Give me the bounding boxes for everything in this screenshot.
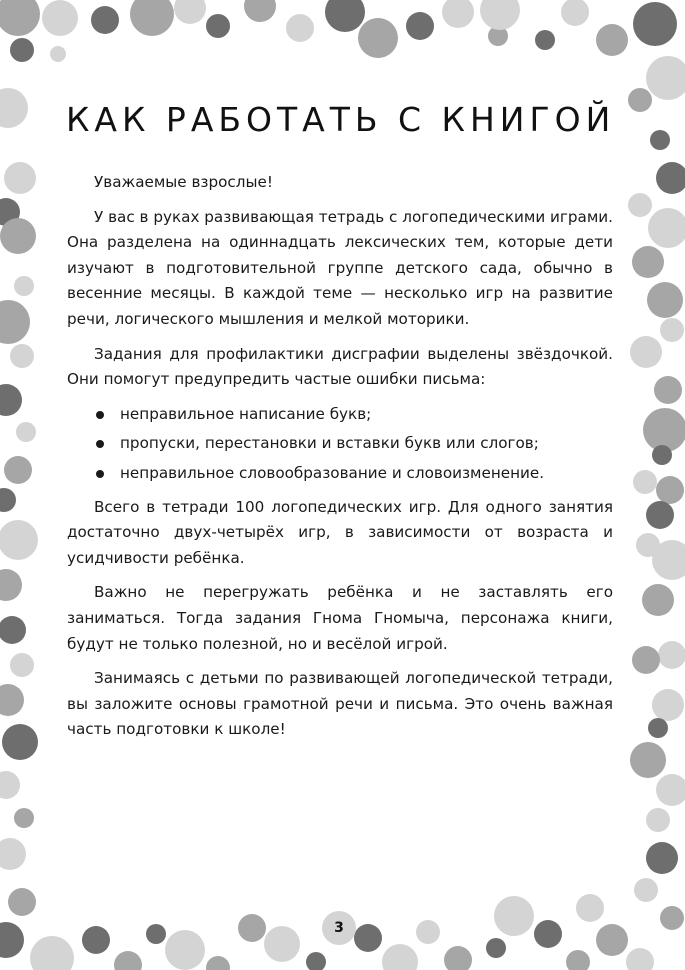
decorative-dot: [130, 0, 174, 36]
decorative-dot: [626, 948, 654, 970]
decorative-dot: [596, 924, 628, 956]
decorative-dot: [325, 0, 365, 32]
paragraph: Занимаясь с детьми по развивающей логопедической тетради, вы заложите основы грамотной речи и письма. Это очень важная часть подготовки к школе!: [67, 669, 613, 739]
decorative-dot: [91, 6, 119, 34]
bullet-icon: [96, 411, 104, 419]
decorative-dot: [0, 488, 16, 512]
decorative-dot: [654, 376, 682, 404]
decorative-dot: [174, 0, 206, 24]
decorative-dot: [114, 951, 142, 970]
decorative-dot: [165, 930, 205, 970]
decorative-dot: [0, 569, 22, 601]
decorative-dot: [0, 922, 24, 958]
decorative-dot: [264, 926, 300, 962]
decorative-dot: [358, 18, 398, 58]
decorative-dot: [535, 30, 555, 50]
decorative-dot: [0, 300, 30, 344]
decorative-dot: [652, 689, 684, 721]
decorative-dot: [286, 14, 314, 42]
list-item: неправильное написание букв;: [67, 402, 613, 428]
decorative-dot: [494, 896, 534, 936]
decorative-dot: [566, 950, 590, 970]
decorative-dot: [16, 422, 36, 442]
decorative-dot: [0, 520, 38, 560]
decorative-dot: [0, 771, 20, 799]
greeting: Уважаемые взрослые!: [94, 173, 273, 191]
decorative-dot: [0, 616, 26, 644]
decorative-dot: [382, 944, 418, 970]
decorative-dot: [8, 888, 36, 916]
decorative-dot: [656, 476, 684, 504]
decorative-dot: [0, 0, 40, 36]
decorative-dot: [442, 0, 474, 28]
decorative-dot: [632, 246, 664, 278]
decorative-dot: [14, 276, 34, 296]
decorative-dot: [647, 282, 683, 318]
decorative-dot: [632, 646, 660, 674]
decorative-dot: [416, 920, 440, 944]
decorative-dot: [50, 46, 66, 62]
decorative-dot: [0, 88, 28, 128]
decorative-dot: [480, 0, 520, 30]
decorative-dot: [561, 0, 589, 26]
decorative-dot: [4, 162, 36, 194]
decorative-dot: [534, 920, 562, 948]
decorative-dot: [406, 12, 434, 40]
decorative-dot: [4, 456, 32, 484]
bullet-list: [67, 402, 613, 487]
body-text: [67, 170, 613, 752]
decorative-dot: [206, 956, 230, 970]
page-title: КАК РАБОТАТЬ С КНИГОЙ: [66, 100, 616, 139]
decorative-dot: [652, 445, 672, 465]
bullet-icon: [96, 470, 104, 478]
decorative-dot: [14, 808, 34, 828]
decorative-dot: [646, 808, 670, 832]
decorative-dot: [646, 56, 685, 100]
decorative-dot: [576, 894, 604, 922]
decorative-dot: [206, 14, 230, 38]
decorative-dot: [596, 24, 628, 56]
paragraph: Задания для профилактики дисграфии выделены звёздочкой. Они помогут предупредить частые ошибки письма:: [67, 344, 613, 389]
decorative-dot: [658, 641, 685, 669]
bullet-icon: [96, 440, 104, 448]
decorative-dot: [444, 946, 472, 970]
decorative-dot: [630, 742, 666, 778]
decorative-dot: [486, 938, 506, 958]
decorative-dot: [0, 218, 36, 254]
decorative-dot: [10, 344, 34, 368]
decorative-dot: [650, 130, 670, 150]
decorative-dot: [244, 0, 276, 22]
decorative-dot: [633, 2, 677, 46]
decorative-dot: [646, 842, 678, 874]
decorative-dot: [306, 952, 326, 970]
decorative-dot: [628, 88, 652, 112]
decorative-dot: [656, 774, 685, 806]
decorative-dot: [42, 0, 78, 36]
decorative-dot: [82, 926, 110, 954]
decorative-dot: [648, 718, 668, 738]
decorative-dot: [633, 470, 657, 494]
decorative-dot: [660, 906, 684, 930]
paragraph: Всего в тетради 100 логопедических игр. Для одного занятия достаточно двух-четырёх игр, в зависимости от возраста и усидчивости ребёнка.: [67, 497, 613, 567]
decorative-dot: [146, 924, 166, 944]
decorative-dot: [10, 38, 34, 62]
decorative-dot: [2, 724, 38, 760]
list-item: пропуски, перестановки и вставки букв или слогов;: [67, 431, 613, 457]
decorative-dot: [0, 384, 22, 416]
decorative-dot: [30, 936, 74, 970]
decorative-dot: [656, 162, 685, 194]
decorative-dot: [646, 501, 674, 529]
decorative-dot: [634, 878, 658, 902]
decorative-dot: [354, 924, 382, 952]
decorative-dot: [10, 653, 34, 677]
list-item: неправильное словообразование и словоизменение.: [67, 461, 613, 487]
decorative-dot: [642, 584, 674, 616]
paragraph: У вас в руках развивающая тетрадь с логопедическими играми. Она разделена на одиннадцать лексических тем, которые дети изучают в подготовительной группе детского сада, обычно в весенние месяцы. В каждой теме — несколько игр на развитие речи, логического мышления и мелкой моторики.: [67, 207, 613, 328]
decorative-dot: [238, 914, 266, 942]
decorative-dot: [660, 318, 684, 342]
paragraph: Важно не перегружать ребёнка и не заставлять его заниматься. Тогда задания Гнома Гномыча, персонажа книги, будут не только полезной, но и весёлой игрой.: [67, 583, 613, 653]
page-number: 3: [334, 920, 344, 936]
page-number-badge: [322, 911, 356, 945]
decorative-dot: [648, 208, 685, 248]
decorative-dot: [628, 193, 652, 217]
decorative-dot: [0, 838, 26, 870]
decorative-dot: [0, 684, 24, 716]
decorative-dot: [630, 336, 662, 368]
